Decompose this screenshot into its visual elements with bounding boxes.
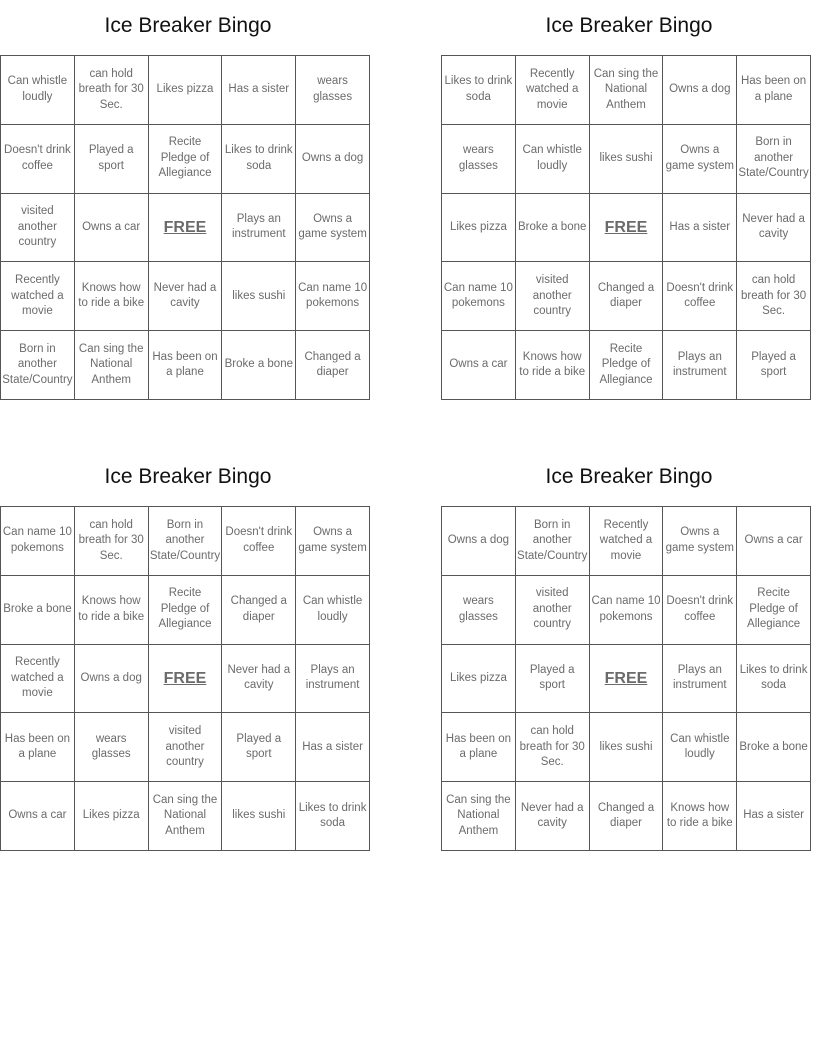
bingo-cell: Broke a bone bbox=[515, 193, 589, 262]
free-space: FREE bbox=[589, 644, 663, 713]
bingo-cell: Can name 10 pokemons bbox=[1, 507, 75, 576]
bingo-cell: can hold breath for 30 Sec. bbox=[74, 56, 148, 125]
bingo-cell: Plays an instrument bbox=[296, 644, 370, 713]
bingo-cell: Has a sister bbox=[663, 193, 737, 262]
bingo-cell: Played a sport bbox=[515, 644, 589, 713]
bingo-cell: Changed a diaper bbox=[222, 575, 296, 644]
bingo-grid bbox=[441, 55, 811, 400]
bingo-row bbox=[1, 193, 370, 262]
bingo-cell: Has a sister bbox=[296, 713, 370, 782]
bingo-grid bbox=[0, 506, 370, 851]
bingo-cell: Can whistle loudly bbox=[663, 713, 737, 782]
bingo-cell: likes sushi bbox=[222, 262, 296, 331]
bingo-cell: Has a sister bbox=[222, 56, 296, 125]
bingo-cell: Owns a car bbox=[1, 782, 75, 851]
bingo-cell: Doesn't drink coffee bbox=[663, 262, 737, 331]
bingo-cell: can hold breath for 30 Sec. bbox=[737, 262, 811, 331]
bingo-cell: Owns a dog bbox=[442, 507, 516, 576]
bingo-cell: wears glasses bbox=[442, 575, 516, 644]
bingo-cell: Likes pizza bbox=[442, 644, 516, 713]
bingo-row bbox=[442, 331, 811, 400]
bingo-row bbox=[442, 575, 811, 644]
bingo-card-2 bbox=[441, 12, 816, 386]
bingo-cell: Likes pizza bbox=[74, 782, 148, 851]
bingo-cell: Played a sport bbox=[222, 713, 296, 782]
bingo-cell: Can sing the National Anthem bbox=[148, 782, 222, 851]
bingo-cell: Has been on a plane bbox=[1, 713, 75, 782]
bingo-cell: Played a sport bbox=[737, 331, 811, 400]
bingo-cell: Born in another State/Country bbox=[515, 507, 589, 576]
bingo-row bbox=[1, 644, 370, 713]
bingo-cell: Changed a diaper bbox=[589, 262, 663, 331]
bingo-cell: Recite Pledge of Allegiance bbox=[737, 575, 811, 644]
bingo-cell: Doesn't drink coffee bbox=[1, 124, 75, 193]
bingo-cell: Owns a game system bbox=[296, 193, 370, 262]
bingo-row bbox=[1, 124, 370, 193]
bingo-cell: Plays an instrument bbox=[222, 193, 296, 262]
card-title: Ice Breaker Bingo bbox=[104, 465, 272, 488]
bingo-cell: can hold breath for 30 Sec. bbox=[74, 507, 148, 576]
bingo-cell: Played a sport bbox=[74, 124, 148, 193]
bingo-cell: visited another country bbox=[1, 193, 75, 262]
bingo-row bbox=[1, 56, 370, 125]
bingo-cell: Can sing the National Anthem bbox=[589, 56, 663, 125]
free-space: FREE bbox=[589, 193, 663, 262]
bingo-cell: Recite Pledge of Allegiance bbox=[148, 575, 222, 644]
bingo-row bbox=[442, 644, 811, 713]
bingo-card-3 bbox=[0, 463, 376, 837]
bingo-cell: Recently watched a movie bbox=[515, 56, 589, 125]
bingo-cell: Born in another State/Country bbox=[1, 331, 75, 400]
bingo-cell: Doesn't drink coffee bbox=[663, 575, 737, 644]
bingo-cell: Owns a game system bbox=[663, 507, 737, 576]
bingo-cell: can hold breath for 30 Sec. bbox=[515, 713, 589, 782]
bingo-cell: likes sushi bbox=[589, 713, 663, 782]
bingo-cell: likes sushi bbox=[222, 782, 296, 851]
bingo-cell: Knows how to ride a bike bbox=[515, 331, 589, 400]
bingo-cell: Can name 10 pokemons bbox=[296, 262, 370, 331]
bingo-cell: Likes pizza bbox=[148, 56, 222, 125]
bingo-cell: Never had a cavity bbox=[148, 262, 222, 331]
bingo-cell: Changed a diaper bbox=[589, 782, 663, 851]
bingo-row bbox=[1, 575, 370, 644]
card-title: Ice Breaker Bingo bbox=[545, 465, 713, 488]
bingo-cell: Can whistle loudly bbox=[515, 124, 589, 193]
bingo-cell: Born in another State/Country bbox=[737, 124, 811, 193]
bingo-cell: Has been on a plane bbox=[442, 713, 516, 782]
bingo-row bbox=[1, 262, 370, 331]
bingo-row bbox=[1, 331, 370, 400]
bingo-cell: wears glasses bbox=[296, 56, 370, 125]
bingo-cell: Doesn't drink coffee bbox=[222, 507, 296, 576]
bingo-row bbox=[442, 507, 811, 576]
bingo-cell: visited another country bbox=[515, 575, 589, 644]
bingo-row bbox=[442, 124, 811, 193]
bingo-card-4 bbox=[441, 463, 816, 837]
bingo-cell: Can whistle loudly bbox=[1, 56, 75, 125]
bingo-row bbox=[442, 193, 811, 262]
bingo-row bbox=[442, 782, 811, 851]
bingo-cell: Plays an instrument bbox=[663, 331, 737, 400]
bingo-cell: Owns a dog bbox=[663, 56, 737, 125]
bingo-cell: Can sing the National Anthem bbox=[442, 782, 516, 851]
bingo-cell: Never had a cavity bbox=[222, 644, 296, 713]
bingo-grid bbox=[0, 55, 370, 400]
bingo-cell: Owns a car bbox=[737, 507, 811, 576]
bingo-cell: Can name 10 pokemons bbox=[589, 575, 663, 644]
bingo-cell: Owns a car bbox=[442, 331, 516, 400]
bingo-cell: Recently watched a movie bbox=[589, 507, 663, 576]
bingo-cell: Never had a cavity bbox=[515, 782, 589, 851]
bingo-card-1 bbox=[0, 12, 376, 386]
bingo-cell: wears glasses bbox=[442, 124, 516, 193]
bingo-cell: Can whistle loudly bbox=[296, 575, 370, 644]
bingo-cell: visited another country bbox=[148, 713, 222, 782]
bingo-cell: Has a sister bbox=[737, 782, 811, 851]
bingo-cell: Recite Pledge of Allegiance bbox=[148, 124, 222, 193]
bingo-cell: Recently watched a movie bbox=[1, 262, 75, 331]
bingo-cell: Owns a dog bbox=[296, 124, 370, 193]
bingo-row bbox=[442, 713, 811, 782]
card-title: Ice Breaker Bingo bbox=[104, 14, 272, 37]
bingo-row bbox=[1, 713, 370, 782]
bingo-cell: Knows how to ride a bike bbox=[74, 262, 148, 331]
bingo-cell: Can sing the National Anthem bbox=[74, 331, 148, 400]
bingo-cell: Likes pizza bbox=[442, 193, 516, 262]
bingo-cell: Likes to drink soda bbox=[296, 782, 370, 851]
bingo-cell: Recite Pledge of Allegiance bbox=[589, 331, 663, 400]
bingo-cell: Owns a game system bbox=[296, 507, 370, 576]
free-space: FREE bbox=[148, 644, 222, 713]
bingo-cell: Never had a cavity bbox=[737, 193, 811, 262]
bingo-row bbox=[1, 782, 370, 851]
bingo-cell: Owns a dog bbox=[74, 644, 148, 713]
bingo-cell: Broke a bone bbox=[1, 575, 75, 644]
free-space: FREE bbox=[148, 193, 222, 262]
bingo-cell: Owns a car bbox=[74, 193, 148, 262]
bingo-cell: Has been on a plane bbox=[148, 331, 222, 400]
bingo-cell: Plays an instrument bbox=[663, 644, 737, 713]
bingo-cell: Likes to drink soda bbox=[737, 644, 811, 713]
bingo-cell: Likes to drink soda bbox=[222, 124, 296, 193]
bingo-cell: likes sushi bbox=[589, 124, 663, 193]
bingo-cell: Likes to drink soda bbox=[442, 56, 516, 125]
bingo-grid bbox=[441, 506, 811, 851]
bingo-row bbox=[1, 507, 370, 576]
bingo-cell: Broke a bone bbox=[737, 713, 811, 782]
bingo-cell: Knows how to ride a bike bbox=[663, 782, 737, 851]
bingo-cell: Born in another State/Country bbox=[148, 507, 222, 576]
bingo-cell: Owns a game system bbox=[663, 124, 737, 193]
bingo-cell: Knows how to ride a bike bbox=[74, 575, 148, 644]
bingo-row bbox=[442, 262, 811, 331]
bingo-row bbox=[442, 56, 811, 125]
bingo-cell: Recently watched a movie bbox=[1, 644, 75, 713]
bingo-cell: Has been on a plane bbox=[737, 56, 811, 125]
bingo-cell: wears glasses bbox=[74, 713, 148, 782]
bingo-cell: Can name 10 pokemons bbox=[442, 262, 516, 331]
card-title: Ice Breaker Bingo bbox=[545, 14, 713, 37]
bingo-cell: visited another country bbox=[515, 262, 589, 331]
bingo-cell: Broke a bone bbox=[222, 331, 296, 400]
bingo-cell: Changed a diaper bbox=[296, 331, 370, 400]
